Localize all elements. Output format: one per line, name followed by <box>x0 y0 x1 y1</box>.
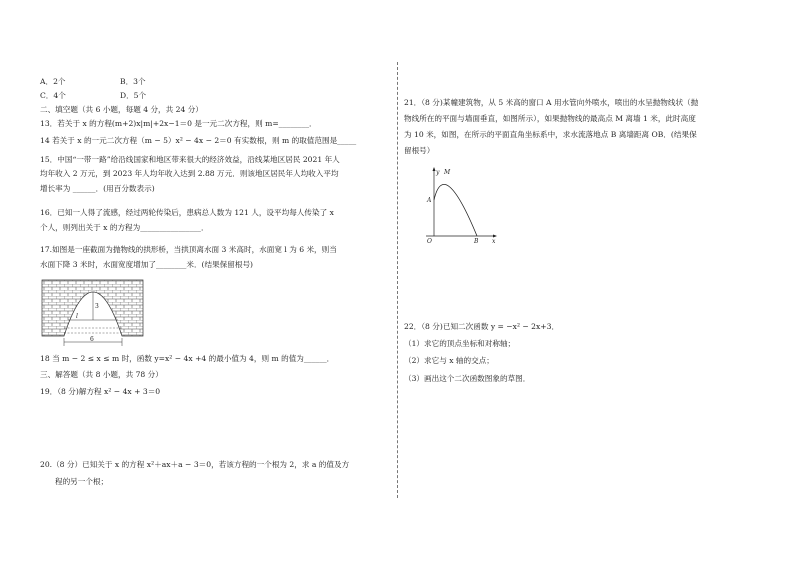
question-17-line-1: 17.如图是一座截面为抛物线的拱形桥，当拱顶离水面 3 米高时，水面宽 l 为 6 米，则当 <box>40 245 337 254</box>
parabola-curve <box>434 184 477 236</box>
column-divider <box>397 62 398 498</box>
bridge-wall <box>42 280 143 336</box>
question-22-part-2: （2）求它与 x 轴的交点； <box>404 356 494 365</box>
question-20-line-1: 20.（8 分）已知关于 x 的方程 x²＋ax＋a − 3＝0，若该方程的一个根为 2，求 a 的值及方 <box>40 460 350 469</box>
question-17-line-2: 水面下降 3 米时，水面宽度增加了________米．(结果保留根号) <box>40 260 254 269</box>
section-2-heading: 二、填空题（共 6 小题，每题 4 分，共 24 分） <box>40 105 203 114</box>
height-label: 3 <box>95 303 99 310</box>
question-22: 22．（8 分)已知二次函数 y = −x² − 2x+3． <box>404 322 560 331</box>
x-axis-label: x <box>492 238 496 245</box>
question-16-line-2: 个人，则列出关于 x 的方程为________________． <box>40 223 209 232</box>
question-13: 13．若关于 x 的方程(m+2)x|m|+2x−1＝0 是一元二次方程，则 m=________． <box>40 119 317 128</box>
question-21-line-4: 留根号） <box>404 146 435 155</box>
question-21-line-2: 物线所在的平面与墙面垂直，如图所示），如果抛物线的最高点 M 离墙 1 米，此时高度 <box>404 114 696 123</box>
width-label: 6 <box>90 336 94 343</box>
option-d: D．5个 <box>120 91 147 100</box>
bridge-figure <box>40 278 145 350</box>
question-16-line-1: 16．已知一人得了流感，经过两轮传染后，患病总人数为 121 人，设平均每人传染了 x <box>40 208 334 217</box>
question-15-line-2: 均年收入 2 万元，到 2023 年人均年收入达到 2.88 万元．则该地区居民年人均收入平均 <box>40 169 339 178</box>
origin-label: O <box>427 238 432 245</box>
question-20-line-2: 程的另一个根； <box>55 477 109 486</box>
option-b: B．3个 <box>120 77 146 86</box>
point-m-label: M <box>444 169 451 176</box>
question-18: 18 当 m − 2 ≤ x ≤ m 时，函数 y=x² − 4x +4 的最小值为 4，则 m 的值为______． <box>40 354 335 363</box>
option-a: A．2个 <box>40 77 66 86</box>
width-l-label: l <box>76 313 78 320</box>
point-b-label: B <box>474 238 479 245</box>
point-a-label: A <box>427 197 432 204</box>
section-3-heading: 三、解答题（共 8 小题，共 78 分） <box>40 370 163 379</box>
question-21-line-1: 21．（8 分)某幢建筑物，从 5 米高的窗口 A 用水管向外喷水，喷出的水呈抛物线状（抛 <box>404 98 699 107</box>
question-22-part-1: （1）求它的顶点坐标和对称轴； <box>404 339 516 348</box>
y-axis-label: y <box>436 169 440 176</box>
option-c: C．4个 <box>40 91 66 100</box>
question-19: 19．（8 分)解方程 x² − 4x + 3＝0 <box>40 387 161 396</box>
question-14: 14 若关于 x 的一元二次方程（m − 5）x² − 4x − 2＝0 有实数根，则 m 的取值范围是_____ <box>40 136 357 145</box>
question-15-line-3: 增长率为 ______．(用百分数表示) <box>40 184 155 193</box>
question-21-line-3: 为 10 米，如图，在所示的平面直角坐标系中，求水流落地点 B 离墙距离 OB．(结果保 <box>404 130 697 139</box>
question-22-part-3: （3）画出这个二次函数图象的草图． <box>404 374 531 383</box>
water-parabola-graph <box>422 164 502 246</box>
question-15-line-1: 15．中国“一带一路”给沿线国家和地区带来很大的经济效益，沿线某地区居民 2021 年人 <box>40 155 340 164</box>
